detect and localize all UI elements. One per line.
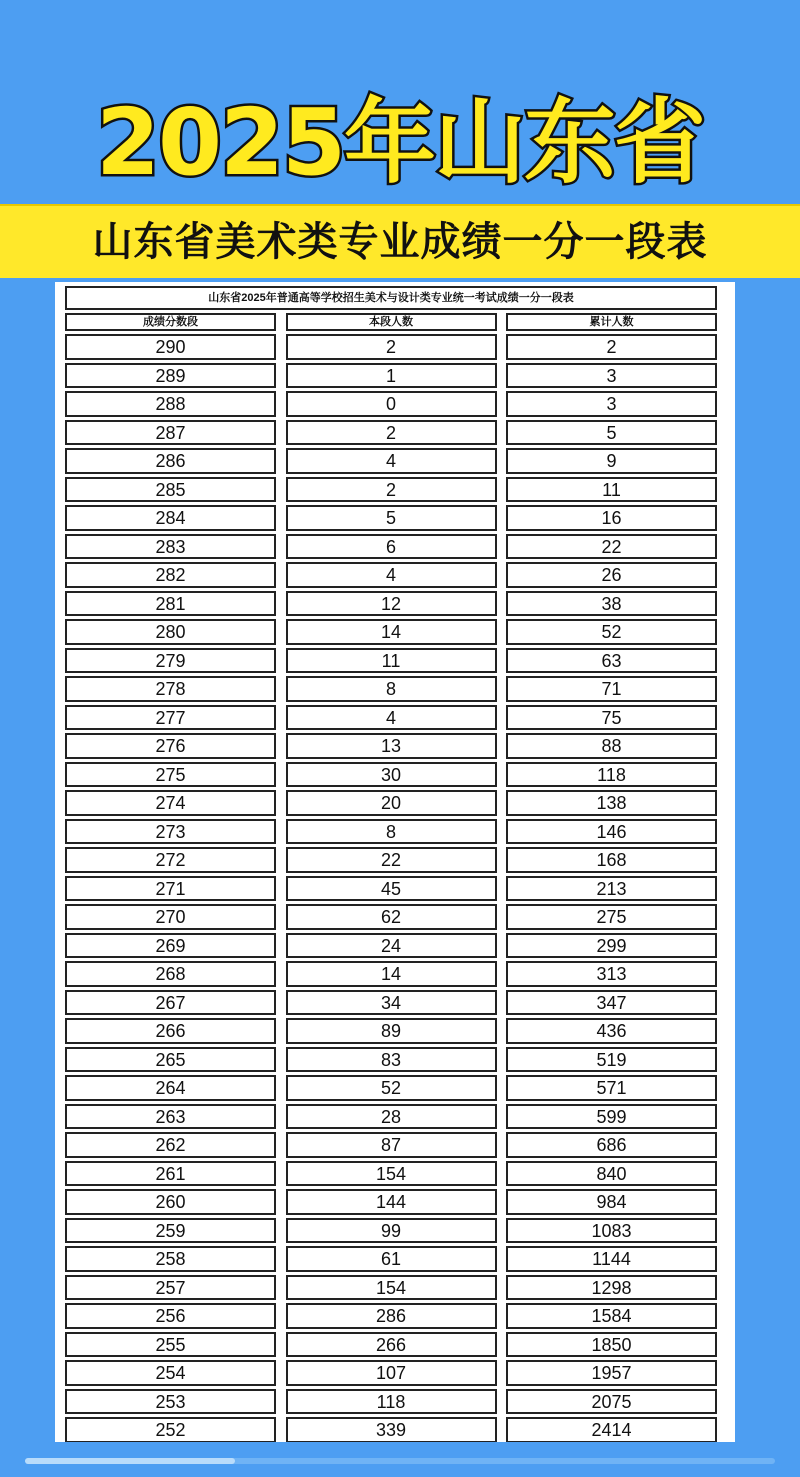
- cell-segment-count: 154: [286, 1275, 497, 1301]
- cell-cumulative-count: 436: [506, 1018, 717, 1044]
- cell-cumulative-count: 275: [506, 904, 717, 930]
- cell-segment-count: 52: [286, 1075, 497, 1101]
- cell-segment-count: 339: [286, 1417, 497, 1442]
- subtitle: 山东省美术类专业成绩一分一段表: [92, 219, 708, 265]
- cell-score: 268: [65, 961, 276, 987]
- table-row: [65, 1075, 717, 1101]
- cell-cumulative-count: 571: [506, 1075, 717, 1101]
- cell-score: 275: [65, 762, 276, 788]
- cell-segment-count: 45: [286, 876, 497, 902]
- cell-segment-count: 61: [286, 1246, 497, 1272]
- cell-segment-count: 13: [286, 733, 497, 759]
- cell-score: 267: [65, 990, 276, 1016]
- cell-cumulative-count: 168: [506, 847, 717, 873]
- cell-segment-count: 89: [286, 1018, 497, 1044]
- cell-score: 265: [65, 1047, 276, 1073]
- table-row: [65, 733, 717, 759]
- cell-cumulative-count: 9: [506, 448, 717, 474]
- header-cumulative-count: 累计人数: [506, 313, 717, 331]
- cell-segment-count: 62: [286, 904, 497, 930]
- cell-cumulative-count: 11: [506, 477, 717, 503]
- cell-cumulative-count: 347: [506, 990, 717, 1016]
- cell-score: 287: [65, 420, 276, 446]
- cell-score: 260: [65, 1189, 276, 1215]
- cell-score: 277: [65, 705, 276, 731]
- cell-cumulative-count: 26: [506, 562, 717, 588]
- cell-cumulative-count: 1144: [506, 1246, 717, 1272]
- main-title: 2025年山东省: [95, 89, 705, 196]
- table-row: [65, 1189, 717, 1215]
- cell-score: 266: [65, 1018, 276, 1044]
- cell-segment-count: 2: [286, 477, 497, 503]
- cell-segment-count: 118: [286, 1389, 497, 1415]
- cell-score: 284: [65, 505, 276, 531]
- cell-cumulative-count: 71: [506, 676, 717, 702]
- cell-cumulative-count: 1850: [506, 1332, 717, 1358]
- table-row: [65, 448, 717, 474]
- cell-segment-count: 4: [286, 448, 497, 474]
- cell-cumulative-count: 686: [506, 1132, 717, 1158]
- cell-score: 257: [65, 1275, 276, 1301]
- table-row: [65, 1047, 717, 1073]
- cell-cumulative-count: 299: [506, 933, 717, 959]
- cell-cumulative-count: 840: [506, 1161, 717, 1187]
- cell-cumulative-count: 3: [506, 391, 717, 417]
- cell-cumulative-count: 118: [506, 762, 717, 788]
- table-row: [65, 1218, 717, 1244]
- video-progress-fill: [25, 1458, 235, 1464]
- cell-segment-count: 87: [286, 1132, 497, 1158]
- table-row: [65, 505, 717, 531]
- cell-score: 252: [65, 1417, 276, 1442]
- cell-cumulative-count: 2414: [506, 1417, 717, 1442]
- cell-score: 263: [65, 1104, 276, 1130]
- cell-score: 258: [65, 1246, 276, 1272]
- table-caption: 山东省2025年普通高等学校招生美术与设计类专业统一考试成绩一分一段表: [65, 286, 717, 310]
- cell-segment-count: 8: [286, 819, 497, 845]
- cell-segment-count: 5: [286, 505, 497, 531]
- cell-cumulative-count: 138: [506, 790, 717, 816]
- cell-score: 271: [65, 876, 276, 902]
- header-score: 成绩分数段: [65, 313, 276, 331]
- cell-score: 254: [65, 1360, 276, 1386]
- cell-segment-count: 6: [286, 534, 497, 560]
- table-row: [65, 534, 717, 560]
- subtitle-band: [0, 204, 800, 278]
- cell-score: 279: [65, 648, 276, 674]
- cell-score: 264: [65, 1075, 276, 1101]
- cell-cumulative-count: 3: [506, 363, 717, 389]
- cell-score: 255: [65, 1332, 276, 1358]
- cell-cumulative-count: 88: [506, 733, 717, 759]
- cell-score: 259: [65, 1218, 276, 1244]
- cell-cumulative-count: 63: [506, 648, 717, 674]
- cell-segment-count: 4: [286, 705, 497, 731]
- score-table: [65, 286, 717, 1442]
- cell-segment-count: 30: [286, 762, 497, 788]
- table-row: [65, 1161, 717, 1187]
- cell-segment-count: 154: [286, 1161, 497, 1187]
- cell-segment-count: 8: [286, 676, 497, 702]
- cell-score: 286: [65, 448, 276, 474]
- table-row: [65, 334, 717, 360]
- score-table-document: [55, 282, 735, 1442]
- cell-segment-count: 2: [286, 334, 497, 360]
- cell-cumulative-count: 1584: [506, 1303, 717, 1329]
- cell-cumulative-count: 984: [506, 1189, 717, 1215]
- table-row: [65, 705, 717, 731]
- cell-segment-count: 0: [286, 391, 497, 417]
- table-row: [65, 1246, 717, 1272]
- cell-cumulative-count: 75: [506, 705, 717, 731]
- table-row: [65, 591, 717, 617]
- table-row: [65, 477, 717, 503]
- table-row: [65, 961, 717, 987]
- table-row: [65, 819, 717, 845]
- cell-cumulative-count: 1298: [506, 1275, 717, 1301]
- cell-segment-count: 144: [286, 1189, 497, 1215]
- cell-score: 272: [65, 847, 276, 873]
- table-row: [65, 762, 717, 788]
- cell-segment-count: 266: [286, 1332, 497, 1358]
- cell-cumulative-count: 5: [506, 420, 717, 446]
- cell-segment-count: 11: [286, 648, 497, 674]
- cell-cumulative-count: 599: [506, 1104, 717, 1130]
- cell-cumulative-count: 2: [506, 334, 717, 360]
- cell-score: 273: [65, 819, 276, 845]
- cell-score: 281: [65, 591, 276, 617]
- cell-score: 278: [65, 676, 276, 702]
- cell-score: 290: [65, 334, 276, 360]
- table-row: [65, 1332, 717, 1358]
- cell-score: 285: [65, 477, 276, 503]
- video-progress-bar[interactable]: [25, 1458, 775, 1464]
- cell-cumulative-count: 519: [506, 1047, 717, 1073]
- table-row: [65, 420, 717, 446]
- table-row: [65, 562, 717, 588]
- cell-cumulative-count: 16: [506, 505, 717, 531]
- table-row: [65, 847, 717, 873]
- cell-score: 280: [65, 619, 276, 645]
- cell-segment-count: 107: [286, 1360, 497, 1386]
- cell-score: 270: [65, 904, 276, 930]
- cell-cumulative-count: 1083: [506, 1218, 717, 1244]
- cell-score: 289: [65, 363, 276, 389]
- cell-segment-count: 99: [286, 1218, 497, 1244]
- table-row: [65, 1132, 717, 1158]
- table-row: [65, 990, 717, 1016]
- cell-segment-count: 24: [286, 933, 497, 959]
- table-row: [65, 619, 717, 645]
- header-segment-count: 本段人数: [286, 313, 497, 331]
- cell-segment-count: 14: [286, 619, 497, 645]
- table-row: [65, 1018, 717, 1044]
- cell-cumulative-count: 1957: [506, 1360, 717, 1386]
- cell-score: 253: [65, 1389, 276, 1415]
- cell-score: 282: [65, 562, 276, 588]
- cell-segment-count: 286: [286, 1303, 497, 1329]
- table-row: [65, 904, 717, 930]
- cell-cumulative-count: 22: [506, 534, 717, 560]
- cell-segment-count: 12: [286, 591, 497, 617]
- cell-score: 288: [65, 391, 276, 417]
- cell-score: 256: [65, 1303, 276, 1329]
- cell-score: 283: [65, 534, 276, 560]
- cell-cumulative-count: 213: [506, 876, 717, 902]
- table-row: [65, 933, 717, 959]
- cell-score: 262: [65, 1132, 276, 1158]
- cell-cumulative-count: 2075: [506, 1389, 717, 1415]
- cell-score: 276: [65, 733, 276, 759]
- cell-cumulative-count: 52: [506, 619, 717, 645]
- cell-segment-count: 28: [286, 1104, 497, 1130]
- table-row: [65, 391, 717, 417]
- table-row: [65, 676, 717, 702]
- table-row: [65, 1275, 717, 1301]
- cell-score: 269: [65, 933, 276, 959]
- cell-segment-count: 14: [286, 961, 497, 987]
- cell-cumulative-count: 313: [506, 961, 717, 987]
- table-row: [65, 876, 717, 902]
- table-row: [65, 1360, 717, 1386]
- cell-segment-count: 34: [286, 990, 497, 1016]
- table-row: [65, 1104, 717, 1130]
- cell-cumulative-count: 38: [506, 591, 717, 617]
- table-row: [65, 1303, 717, 1329]
- table-row: [65, 1389, 717, 1415]
- table-row: [65, 648, 717, 674]
- table-row: [65, 363, 717, 389]
- cell-segment-count: 4: [286, 562, 497, 588]
- cell-segment-count: 1: [286, 363, 497, 389]
- cell-segment-count: 83: [286, 1047, 497, 1073]
- table-row: [65, 790, 717, 816]
- cell-cumulative-count: 146: [506, 819, 717, 845]
- cell-score: 261: [65, 1161, 276, 1187]
- table-header-row: [65, 313, 717, 331]
- cell-segment-count: 20: [286, 790, 497, 816]
- cell-segment-count: 2: [286, 420, 497, 446]
- cell-segment-count: 22: [286, 847, 497, 873]
- table-row: [65, 1417, 717, 1442]
- cell-score: 274: [65, 790, 276, 816]
